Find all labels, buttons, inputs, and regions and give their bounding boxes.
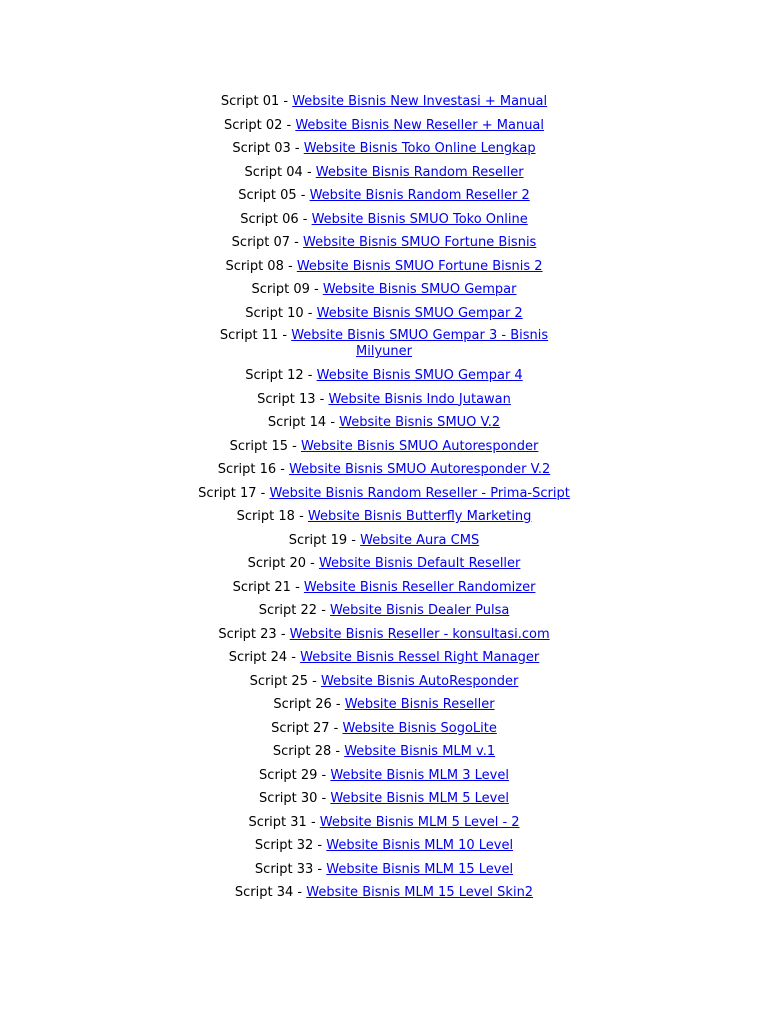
script-number: Script 23 - [218, 626, 290, 642]
script-number: Script 27 - [271, 720, 343, 736]
script-number: Script 02 - [223, 117, 296, 133]
script-link-29[interactable]: Website Bisnis MLM 3 Level [330, 767, 509, 783]
script-link-21[interactable]: Website Bisnis Reseller Randomizer [303, 579, 536, 595]
script-link-32[interactable]: Website Bisnis MLM 10 Level [326, 838, 514, 853]
script-line-02 [0, 115, 768, 139]
wrapped-line [194, 328, 574, 360]
script-link-15[interactable]: Website Bisnis SMUO Autoresponder [300, 438, 539, 454]
script-link-33[interactable]: Website Bisnis MLM 15 Level [326, 861, 514, 877]
script-number: Script 12 - [245, 368, 317, 383]
script-number: Script 26 - [273, 697, 345, 712]
script-line-16 [0, 459, 768, 483]
script-number: Script 34 - [234, 885, 307, 900]
script-number: Script 22 - [258, 603, 331, 618]
script-line-19 [0, 530, 768, 554]
script-number: Script 32 - [254, 838, 327, 853]
script-line-18 [0, 506, 768, 530]
script-number: Script 19 - [288, 532, 361, 548]
script-line-23 [0, 624, 768, 648]
script-line-03 [0, 138, 768, 162]
script-line-25 [0, 671, 768, 695]
script-line-30 [0, 788, 768, 812]
script-line-01 [0, 91, 768, 115]
script-number: Script 06 - [240, 211, 312, 227]
script-number: Script 33 - [254, 861, 327, 877]
script-link-04[interactable]: Website Bisnis Random Reseller [315, 164, 524, 180]
script-link-22[interactable]: Website Bisnis Dealer Pulsa [330, 603, 510, 618]
script-number: Script 10 - [245, 305, 317, 321]
script-link-27[interactable]: Website Bisnis SogoLite [342, 720, 497, 736]
script-number: Script 13 - [257, 391, 329, 407]
script-link-28[interactable]: Website Bisnis MLM v.1 [344, 744, 496, 759]
script-link-11[interactable]: Website Bisnis SMUO Gempar 3 - Bisnis Milyuner [291, 328, 549, 359]
script-number: Script 14 - [267, 415, 340, 430]
script-line-08 [0, 256, 768, 280]
script-link-31[interactable]: Website Bisnis MLM 5 Level - 2 [319, 814, 520, 830]
script-line-11 [0, 326, 768, 365]
script-line-10 [0, 303, 768, 327]
script-line-20 [0, 553, 768, 577]
script-line-26 [0, 694, 768, 718]
script-link-13[interactable]: Website Bisnis Indo Jutawan [328, 391, 511, 407]
script-link-19[interactable]: Website Aura CMS [360, 532, 480, 548]
script-link-01[interactable]: Website Bisnis New Investasi + Manual [292, 94, 548, 109]
script-number: Script 08 - [225, 258, 297, 274]
script-link-10[interactable]: Website Bisnis SMUO Gempar 2 [316, 305, 523, 321]
script-line-24 [0, 647, 768, 671]
script-line-34 [0, 882, 768, 906]
script-link-17[interactable]: Website Bisnis Random Reseller - Prima-Script [269, 485, 570, 501]
script-link-30[interactable]: Website Bisnis MLM 5 Level [330, 791, 509, 806]
script-line-14 [0, 412, 768, 436]
script-number: Script 29 - [259, 767, 331, 783]
script-number: Script 09 - [251, 282, 323, 297]
script-line-31 [0, 812, 768, 836]
script-link-18[interactable]: Website Bisnis Butterfly Marketing [307, 509, 532, 524]
script-link-16[interactable]: Website Bisnis SMUO Autoresponder V.2 [289, 462, 551, 477]
script-number: Script 04 - [244, 164, 316, 180]
script-line-09 [0, 279, 768, 303]
script-number: Script 01 - [220, 94, 293, 109]
script-line-27 [0, 718, 768, 742]
script-line-29 [0, 765, 768, 789]
script-line-04 [0, 162, 768, 186]
script-line-17 [0, 483, 768, 507]
script-line-07 [0, 232, 768, 256]
script-link-05[interactable]: Website Bisnis Random Reseller 2 [309, 188, 530, 203]
script-link-09[interactable]: Website Bisnis SMUO Gempar [322, 282, 517, 297]
script-line-22 [0, 600, 768, 624]
script-number: Script 25 - [249, 673, 321, 689]
script-link-07[interactable]: Website Bisnis SMUO Fortune Bisnis [303, 235, 537, 250]
script-line-06 [0, 209, 768, 233]
script-link-14[interactable]: Website Bisnis SMUO V.2 [339, 415, 501, 430]
script-line-28 [0, 741, 768, 765]
script-link-03[interactable]: Website Bisnis Toko Online Lengkap [303, 141, 536, 156]
script-list [0, 91, 768, 906]
script-link-08[interactable]: Website Bisnis SMUO Fortune Bisnis 2 [296, 258, 543, 274]
script-line-13 [0, 389, 768, 413]
script-line-12 [0, 365, 768, 389]
script-link-06[interactable]: Website Bisnis SMUO Toko Online [311, 211, 528, 227]
script-number: Script 15 - [229, 438, 301, 454]
script-number: Script 07 - [231, 235, 304, 250]
script-number: Script 16 - [217, 462, 290, 477]
script-number: Script 03 - [232, 141, 304, 156]
script-link-02[interactable]: Website Bisnis New Reseller + Manual [295, 117, 545, 133]
script-link-12[interactable]: Website Bisnis SMUO Gempar 4 [316, 368, 523, 383]
script-number: Script 17 - [198, 485, 270, 501]
script-link-26[interactable]: Website Bisnis Reseller [344, 697, 495, 712]
script-number: Script 11 - [219, 328, 292, 343]
script-line-32 [0, 835, 768, 859]
script-line-05 [0, 185, 768, 209]
script-number: Script 20 - [247, 556, 319, 571]
script-link-23[interactable]: Website Bisnis Reseller - konsultasi.com [289, 626, 550, 642]
script-number: Script 24 - [228, 650, 301, 665]
script-line-15 [0, 436, 768, 460]
script-link-34[interactable]: Website Bisnis MLM 15 Level Skin2 [306, 885, 534, 900]
script-line-33 [0, 859, 768, 883]
script-link-25[interactable]: Website Bisnis AutoResponder [320, 673, 519, 689]
script-link-20[interactable]: Website Bisnis Default Reseller [318, 556, 521, 571]
script-number: Script 05 - [238, 188, 310, 203]
script-number: Script 18 - [236, 509, 308, 524]
script-link-24[interactable]: Website Bisnis Ressel Right Manager [300, 650, 540, 665]
script-number: Script 31 - [248, 814, 320, 830]
script-number: Script 30 - [259, 791, 331, 806]
script-line-21 [0, 577, 768, 601]
script-number: Script 21 - [232, 579, 304, 595]
script-number: Script 28 - [272, 744, 345, 759]
